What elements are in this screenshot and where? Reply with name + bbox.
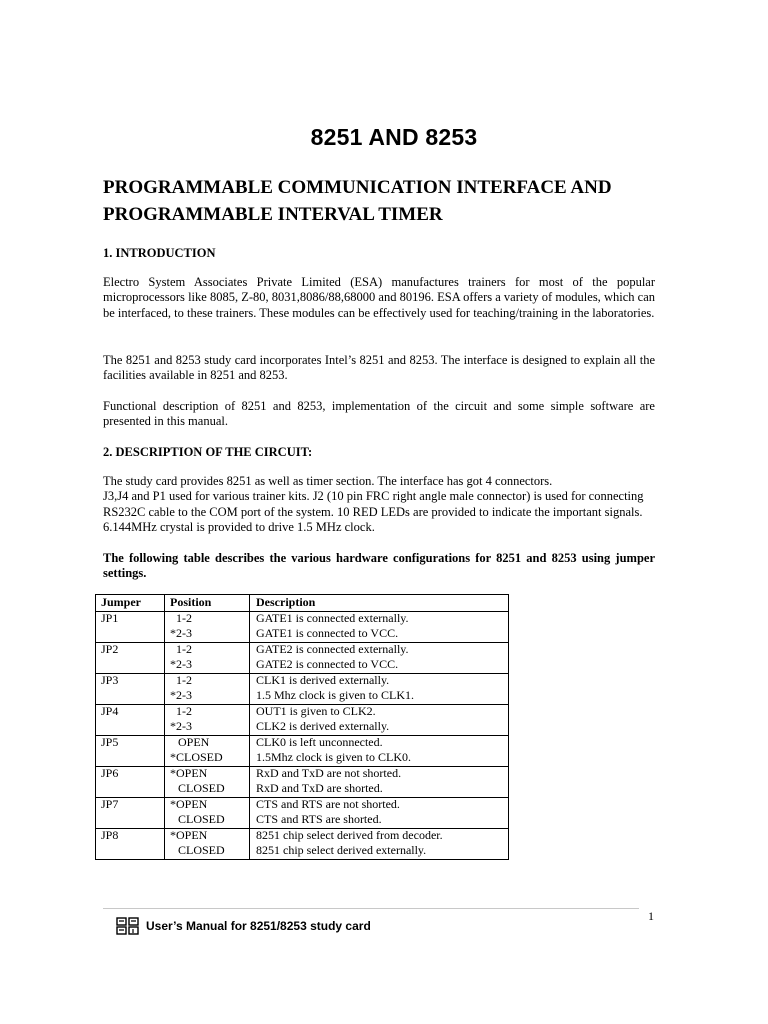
table-cell-description: GATE1 is connected to VCC. [256,626,399,641]
circuit-line-4: 6.144MHz crystal is provided to drive 1.5 MHz clock. [103,519,375,534]
table-row-divider [96,611,508,612]
table-cell-position: *2-3 [170,688,192,703]
intro-paragraph-2: The 8251 and 8253 study card incorporates Intel’s 8251 and 8253. The interface is designed to explain all the facilities available in 8251 and 8253. [103,353,655,383]
table-cell-position: 1-2 [176,704,192,718]
jumper-settings-table [95,594,509,860]
subtitle-line-2: PROGRAMMABLE INTERVAL TIMER [103,204,443,225]
circuit-line-3: RS232C cable to the COM port of the system. 10 RED LEDs are provided to indicate the important signals. [103,504,643,519]
table-row-divider [96,735,508,736]
circuit-line-2: J3,J4 and P1 used for various trainer kits. J2 (10 pin FRC right angle male connector) is used for connecting [103,489,644,504]
circuit-description [103,474,655,535]
table-cell-description: 8251 chip select derived from decoder. [256,828,443,842]
table-row-divider [96,673,508,674]
table-cell-description: RxD and TxD are shorted. [256,781,383,796]
table-cell-description: OUT1 is given to CLK2. [256,704,376,718]
document-title: 8251 AND 8253 [310,124,478,150]
table-cell-position: OPEN [178,735,210,749]
table-header-position: Position [170,595,212,609]
table-cell-position: 1-2 [176,642,192,656]
table-cell-description: 1.5Mhz clock is given to CLK0. [256,750,411,765]
table-cell-description: GATE1 is connected externally. [256,611,409,625]
table-cell-jumper: JP1 [101,611,119,625]
table-cell-description: CLK2 is derived externally. [256,719,390,734]
table-cell-description: CTS and RTS are not shorted. [256,797,400,811]
table-cell-position: *OPEN [170,766,208,780]
table-cell-jumper: JP8 [101,828,119,842]
circuit-line-1: The study card provides 8251 as well as timer section. The interface has got 4 connectors. [103,474,553,488]
table-row-divider [96,828,508,829]
table-cell-jumper: JP5 [101,735,119,749]
table-cell-description: GATE2 is connected externally. [256,642,409,656]
table-cell-description: 8251 chip select derived externally. [256,843,427,858]
esa-logo-icon [116,917,140,935]
table-cell-position: CLOSED [178,812,225,827]
table-row-divider [96,704,508,705]
document-subtitle [103,174,655,228]
table-cell-description: 1.5 Mhz clock is given to CLK1. [256,688,414,703]
table-cell-jumper: JP4 [101,704,119,718]
table-row-divider [96,766,508,767]
table-header-description: Description [256,595,316,609]
table-cell-jumper: JP2 [101,642,119,656]
table-cell-position: 1-2 [176,673,192,687]
table-intro: The following table describes the various hardware configurations for 8251 and 8253 using jumper settings. [103,551,655,581]
table-row-divider [96,797,508,798]
table-cell-description: CLK1 is derived externally. [256,673,390,687]
table-column-divider [164,595,165,859]
intro-paragraph-3: Functional description of 8251 and 8253, implementation of the circuit and some simple software are presented in this manual. [103,399,655,429]
subtitle-line-1: PROGRAMMABLE COMMUNICATION INTERFACE AND [103,177,612,198]
footer-manual-title: User’s Manual for 8251/8253 study card [146,919,371,933]
table-cell-jumper: JP7 [101,797,119,811]
table-cell-position: *2-3 [170,719,192,734]
table-cell-position: CLOSED [178,843,225,858]
table-cell-jumper: JP6 [101,766,119,780]
table-cell-position: CLOSED [178,781,225,796]
table-cell-position: *2-3 [170,626,192,641]
table-header-jumper: Jumper [101,595,141,609]
table-cell-position: *2-3 [170,657,192,672]
table-cell-position: *CLOSED [170,750,223,765]
table-row-divider [96,642,508,643]
table-cell-description: CTS and RTS are shorted. [256,812,382,827]
footer-divider [103,908,639,909]
table-cell-position: *OPEN [170,797,208,811]
table-cell-position: 1-2 [176,611,192,625]
table-cell-description: CLK0 is left unconnected. [256,735,383,749]
section-heading-introduction: 1. INTRODUCTION [103,246,216,260]
intro-paragraph-1: Electro System Associates Private Limited (ESA) manufactures trainers for most of the popular microprocessors like 8085, Z-80, 8031,8086/88,68000 and 80196. ESA offers a variety of modules, which can be interfaced, to these trainers. These modules can be effectively used for teaching/training in the laboratories. [103,275,655,320]
section-heading-circuit: 2. DESCRIPTION OF THE CIRCUIT: [103,445,313,459]
table-column-divider [249,595,250,859]
table-cell-description: RxD and TxD are not shorted. [256,766,402,780]
table-cell-description: GATE2 is connected to VCC. [256,657,399,672]
table-cell-jumper: JP3 [101,673,119,687]
table-cell-position: *OPEN [170,828,208,842]
page-number: 1 [648,909,654,923]
